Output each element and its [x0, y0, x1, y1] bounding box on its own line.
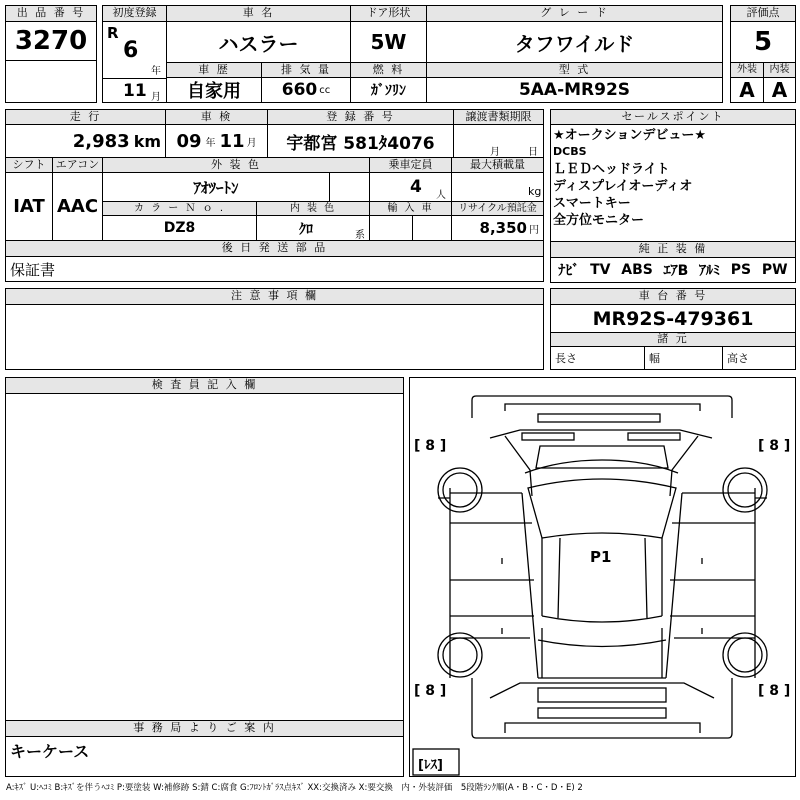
exterior-color: ｱｵﾂｰﾄﾝ: [102, 172, 330, 202]
transfer-deadline-cell: [453, 124, 544, 158]
later-parts-header: 後 日 発 送 部 品: [5, 240, 544, 257]
tire-rear-right-score: [ 8 ]: [758, 683, 791, 699]
office-note: キーケース: [5, 736, 404, 777]
damage-diagram: [409, 377, 796, 777]
car-name: ハスラー: [166, 21, 351, 63]
max-load-cell: [451, 172, 544, 202]
spec-height: 高さ: [722, 346, 796, 370]
capacity-unit: 人: [436, 190, 446, 201]
car-outline-icon: [410, 378, 795, 776]
shift: IAT: [5, 172, 53, 241]
displacement-header: 排 気 量: [261, 62, 351, 78]
recycle-header: リサイクル預託金: [451, 201, 544, 216]
sales-point-item: スマートキー: [553, 196, 631, 211]
shift-header: シフト: [5, 157, 53, 173]
interior-color-header: 内 装 色: [256, 201, 370, 216]
inspection-year-unit: 年: [205, 137, 216, 149]
car-name-header: 車 名: [166, 5, 351, 22]
interior-color: ｸﾛ: [299, 222, 313, 238]
tire-front-right-score: [ 8 ]: [758, 438, 791, 454]
first-registration-year: 6: [123, 38, 139, 63]
grade: タフワイルド: [426, 21, 723, 63]
exterior-grade: A: [730, 77, 764, 103]
sales-point-item: DCBS: [553, 145, 587, 158]
office-header: 事 務 局 よ り ご 案 内: [5, 720, 404, 737]
month-unit: 月: [151, 92, 161, 103]
displacement-cell: [261, 77, 351, 103]
fuel: ｶﾞｿﾘﾝ: [350, 77, 427, 103]
capacity-header: 乗車定員: [369, 157, 452, 173]
lot-number-blank: [5, 60, 97, 103]
capacity: 4: [410, 177, 422, 197]
sales-point-header: セールスポイント: [550, 109, 796, 125]
displacement-unit: cc: [319, 84, 331, 96]
color-number: DZ8: [102, 215, 257, 241]
inspection-year: 09: [176, 130, 202, 152]
recycle-deposit: 8,350: [479, 219, 527, 237]
transfer-day-unit: 日: [528, 147, 538, 158]
color-number-header: カ ラ ー Ｎ ｏ .: [102, 201, 257, 216]
aircon-header: エアコン: [52, 157, 103, 173]
equipment-item: ｱﾙﾐ: [699, 263, 721, 279]
max-load-header: 最大積載量: [451, 157, 544, 173]
first-registration-month-cell: [102, 78, 167, 103]
legend-text: A:ｷｽﾞ U:ﾍｺﾐ B:ｷｽﾞを伴うﾍｺﾐ P:要塗装 W:補修跡 S:錆 C:腐食 G:ﾌﾛﾝﾄｶﾞﾗｽ点ｷｽﾞ XX:交換済み X:要交換 内・外装評価 5段階ﾗﾝｸ順(A・B・C・D・E) 2: [6, 783, 583, 793]
inspection-month: 11: [219, 130, 245, 152]
history: 自家用: [166, 77, 262, 103]
first-registration-header: 初度登録: [102, 5, 167, 22]
year-unit: 年: [151, 66, 161, 77]
lot-number: 3270: [5, 21, 97, 61]
mileage-header: 走 行: [5, 109, 166, 125]
later-parts: 保証書: [5, 256, 544, 282]
history-header: 車 歴: [166, 62, 262, 78]
fuel-header: 燃 料: [350, 62, 427, 78]
import-cell-b: [412, 215, 452, 241]
interior-color-cell: [256, 215, 370, 241]
notes-box: [5, 304, 544, 370]
import-cell-a: [369, 215, 413, 241]
specs-header: 諸 元: [550, 332, 796, 347]
lot-number-header: 出 品 番 号: [5, 5, 97, 22]
exterior-header: 外装: [730, 62, 764, 78]
chassis-header: 車 台 番 号: [550, 288, 796, 305]
max-load-unit: kg: [528, 185, 542, 198]
inspector-header: 検 査 員 記 入 欄: [5, 377, 404, 394]
damage-mark-roof: P1: [590, 548, 612, 566]
spec-width: 幅: [644, 346, 723, 370]
displacement: 660: [281, 80, 318, 100]
grade-header: グ レ ー ド: [426, 5, 723, 22]
score: 5: [730, 21, 796, 63]
model-header: 型 式: [426, 62, 723, 78]
aircon: AAC: [52, 172, 103, 241]
equipment-item: PW: [761, 262, 788, 278]
first-registration-cell: [102, 21, 167, 79]
registration-number: 宇都宮 581ﾀ4076: [267, 124, 454, 158]
equipment-item: TV: [590, 262, 611, 278]
exterior-color-blank: [329, 172, 370, 202]
spec-length: 長さ: [550, 346, 645, 370]
door-type: 5W: [350, 21, 427, 63]
sales-point-item: 全方位モニター: [553, 213, 645, 228]
sales-point-item: ディスプレイオーディオ: [553, 179, 693, 194]
sales-point-box: [550, 124, 796, 242]
chassis-number: MR92S-479361: [550, 304, 796, 333]
exterior-color-header: 外 装 色: [102, 157, 370, 173]
door-type-header: ドア形状: [350, 5, 427, 22]
tire-rear-left-score: [ 8 ]: [414, 683, 447, 699]
equipment-item: ﾅﾋﾞ: [558, 263, 580, 279]
equipment-item: PS: [730, 262, 752, 278]
model-code: 5AA-MR92S: [426, 77, 723, 103]
mileage: 2,983: [72, 130, 130, 152]
inspector-box: [5, 393, 404, 721]
capacity-cell: [369, 172, 452, 202]
interior-grade: A: [763, 77, 796, 103]
import-header: 輸 入 車: [369, 201, 452, 216]
spare-tire-score: [ﾚｽ]: [418, 758, 443, 773]
inspection-month-unit: 月: [246, 137, 257, 149]
equipment-header: 純 正 装 備: [550, 241, 796, 258]
equipment-item: ｴｱB: [663, 263, 689, 279]
inspection-header: 車 検: [165, 109, 268, 125]
era-code: R: [107, 24, 119, 42]
sales-point-item: ＬＥＤヘッドライト: [553, 162, 670, 177]
registration-header: 登 録 番 号: [267, 109, 454, 125]
equipment-item: ABS: [621, 262, 653, 278]
interior-color-unit: 系: [355, 230, 365, 241]
transfer-deadline-header: 譲渡書類期限: [453, 109, 544, 125]
inspection-cell: [165, 124, 268, 158]
recycle-cell: [451, 215, 544, 241]
first-registration-month: 11: [123, 81, 147, 101]
score-header: 評価点: [730, 5, 796, 22]
recycle-unit: 円: [529, 224, 539, 236]
notes-header: 注 意 事 項 欄: [5, 288, 544, 305]
mileage-cell: [5, 124, 166, 158]
tire-front-left-score: [ 8 ]: [414, 438, 447, 454]
mileage-unit: km: [133, 131, 161, 151]
transfer-month-unit: 月: [490, 147, 500, 158]
sales-point-item: ★オークションデビュー★: [553, 128, 707, 143]
interior-header: 内装: [763, 62, 796, 78]
equipment-list: [550, 257, 796, 283]
